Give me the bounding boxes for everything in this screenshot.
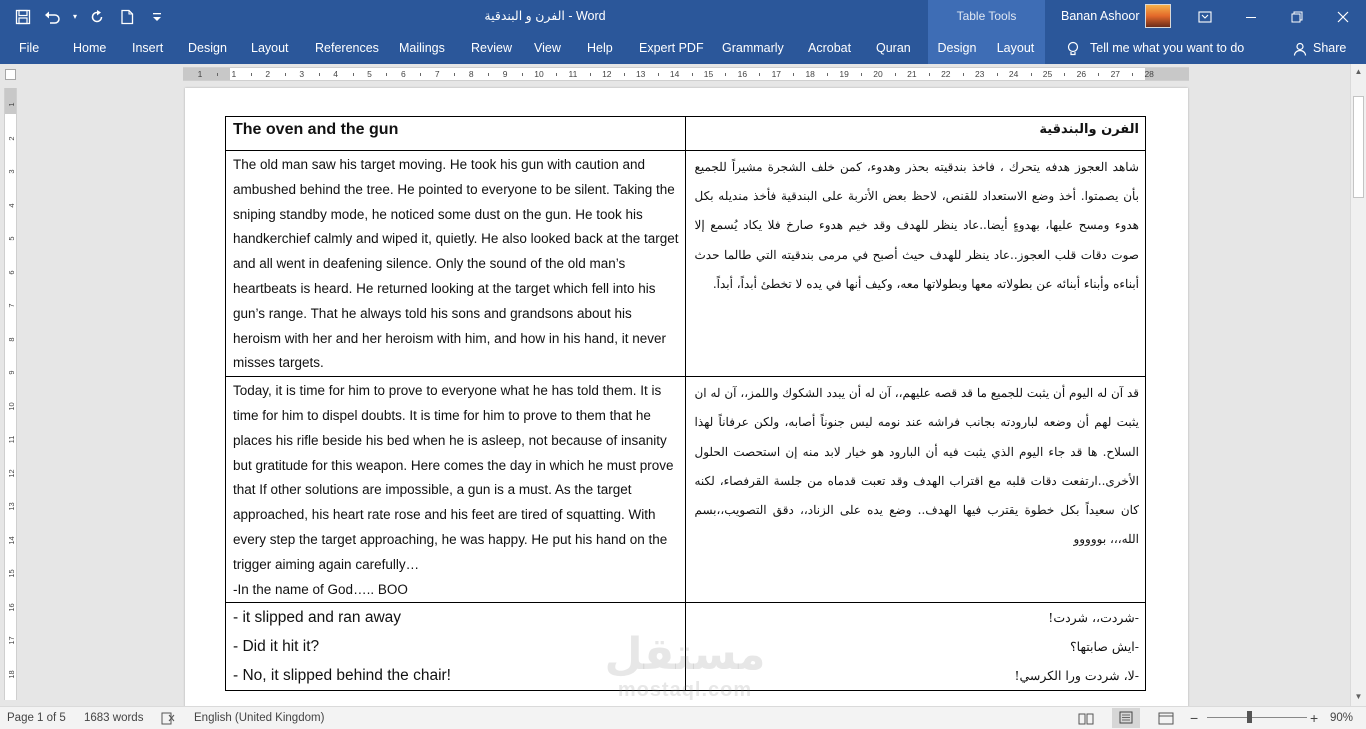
tab-references[interactable]: References <box>315 41 379 55</box>
dialog-en-line: - Did it hit it? <box>233 638 320 656</box>
status-bar <box>0 706 1366 729</box>
tab-grammarly[interactable]: Grammarly <box>722 41 784 55</box>
ruler-mark: 12 <box>602 69 612 79</box>
vruler-mark: 10 <box>7 401 16 411</box>
ruler-mark: 16 <box>737 69 748 79</box>
ruler-dot <box>793 73 794 76</box>
tab-view[interactable]: View <box>534 41 561 55</box>
tab-help[interactable]: Help <box>587 41 613 55</box>
ruler-dot <box>556 73 557 76</box>
title-en-cell[interactable]: The oven and the gun <box>226 117 686 151</box>
ruler-dot <box>725 73 726 76</box>
ruler-dot <box>590 73 591 76</box>
ruler-mark: 11 <box>568 69 578 79</box>
tab-table-design[interactable]: Design <box>928 33 986 64</box>
tab-layout[interactable]: Layout <box>251 41 289 55</box>
close-button[interactable] <box>1320 0 1366 33</box>
row2-ar-cell[interactable]: قد آن له اليوم أن يثبت للجميع ما قد قصه عليهم،، آن له أن يبدد الشكوك واللمز،، آن له ان يثبت لهم أن وضعه لبارودته بجانب فراشه عند نومه ليس جنوناً أصابه، ولكن عرفاناً لهذا السلاح. ها قد جاء اليوم الذي يثبت فيه أن البارود هو خيار لابد منه إن استحصت الحلول الأخرى..ارتفعت دقات قلبه مع اقتراب الهدف وقد تعبت قدماه من جلسة القرفصاء، لكنه كان سعيداً بكل خطوة يقترب فيها الهدف.. وضع يده على الزناد،، دقق التصويب،،بسم الله،،، بووووو <box>686 377 1146 603</box>
ribbon-display-icon <box>1198 11 1212 23</box>
dialog-en-cell[interactable] <box>226 603 686 691</box>
zoom-out-icon[interactable]: − <box>1190 710 1199 726</box>
scroll-down-arrow-icon[interactable]: ▼ <box>1354 692 1363 701</box>
ruler-mark: 18 <box>805 69 815 79</box>
share-label: Share <box>1313 41 1347 55</box>
ruler-mark: 9 <box>502 69 508 79</box>
zoom-slider-knob[interactable] <box>1247 711 1252 723</box>
table-row <box>226 117 1146 151</box>
ruler-dot <box>692 73 693 76</box>
title-ar-cell[interactable]: الفرن والبندقية <box>686 117 1146 151</box>
vruler-mark: 15 <box>7 569 16 578</box>
minimize-button[interactable] <box>1228 0 1274 33</box>
scroll-thumb[interactable] <box>1353 96 1364 198</box>
row1-en-cell[interactable]: The old man saw his target moving. He took his gun with caution and ambushed behind the tree. He pointed to everyone to be silent. Taking the sniping standby mode, he noticed some dust on the gun. He took his handkerchief calmly and wiped it, quietly. He also looked back at the target and all went in deafening silence. Only the sound of the old man’s heartbeats is heard. He returned looking at the target which fell into his gun’s range. That he always told his sons and grandsons about his heroism with her and her heroism with him, and how in his hand, it never misses targets. <box>226 151 686 377</box>
tab-design[interactable]: Design <box>188 41 227 55</box>
vruler-mark: 8 <box>7 336 16 342</box>
ruler-dot <box>827 73 828 76</box>
table-row <box>226 603 1146 691</box>
dialog-en-line: - it slipped and ran away <box>233 609 402 627</box>
row2-en-text: Today, it is time for him to prove to everyone what he has told them. It is time for him to dispel doubts. It is time for him to prove to them that he places his rifle beside his bed when he is asleep, not because of insanity but gratitude for this weapon. Here comes the day in which he must prove that If other solutions are impossible, a gun is a must. As the target approached, his heart rate rose and his feet are tired of squatting. With every step the target approaching, he was happy. He put his hand on the trigger aiming again carefully… <box>233 383 674 572</box>
ruler-dot <box>420 73 421 76</box>
language-indicator[interactable]: English (United Kingdom) <box>194 712 325 724</box>
vruler-mark: 2 <box>7 135 16 141</box>
tab-expert-pdf[interactable]: Expert PDF <box>639 41 704 55</box>
dialog-en-line: - No, it slipped behind the chair! <box>233 667 451 685</box>
ruler-mark: 19 <box>839 69 849 79</box>
ruler-mark: 25 <box>1042 69 1053 79</box>
page-count[interactable]: Page 1 of 5 <box>7 712 66 724</box>
tab-file[interactable]: File <box>19 41 40 55</box>
dialog-ar-line: -لا، شردت ورا الكرسي! <box>1014 668 1139 684</box>
row2-en-cell[interactable] <box>226 377 686 603</box>
ruler-mark: 10 <box>534 69 544 79</box>
dialog-ar-line: -شردت،، شردت! <box>1048 610 1139 626</box>
ruler-dot <box>658 73 659 76</box>
zoom-level[interactable]: 90% <box>1330 712 1354 724</box>
ruler-dot <box>319 73 320 76</box>
ruler-area <box>0 64 1350 84</box>
tell-me-box[interactable] <box>1066 33 1244 64</box>
close-icon <box>1337 11 1349 23</box>
print-layout-icon[interactable] <box>1112 708 1140 728</box>
ruler-dot <box>1132 73 1133 76</box>
ruler-mark: 8 <box>468 69 474 79</box>
tab-mailings[interactable]: Mailings <box>399 41 445 55</box>
ribbon-display-options-button[interactable] <box>1182 0 1228 33</box>
row2-en-last-line: -In the name of God….. BOO <box>233 581 408 597</box>
story-table[interactable] <box>225 116 1146 691</box>
ruler-dot <box>895 73 896 76</box>
ruler-dot <box>217 73 218 76</box>
ruler-dot <box>1064 73 1065 76</box>
tab-quran[interactable]: Quran <box>876 41 911 55</box>
ruler-dot <box>454 73 455 76</box>
ruler-mark: 26 <box>1076 69 1087 79</box>
ruler-mark: 15 <box>703 69 714 79</box>
vruler-mark: 3 <box>7 169 16 174</box>
vruler-mark: 9 <box>7 370 16 375</box>
ruler-dot <box>251 73 252 76</box>
ruler-mark: 1 <box>197 69 203 79</box>
vruler-mark: 14 <box>7 535 16 545</box>
restore-icon <box>1291 11 1303 23</box>
person-icon <box>1293 42 1307 56</box>
tab-insert[interactable]: Insert <box>132 41 164 55</box>
dialog-ar-line: -ايش صابتها؟ <box>1070 639 1139 655</box>
minimize-icon <box>1245 11 1257 23</box>
dialog-ar-cell[interactable] <box>686 603 1146 691</box>
vruler-mark: 13 <box>7 502 16 511</box>
table-row <box>226 377 1146 603</box>
table-tools-label: Table Tools <box>928 0 1045 33</box>
vruler-mark: 16 <box>7 602 16 612</box>
ruler-dot <box>386 73 387 76</box>
ruler-mark: 1 <box>231 69 237 79</box>
tab-selector[interactable] <box>5 69 16 80</box>
ruler-mark: 6 <box>401 69 406 79</box>
ruler-dot <box>1098 73 1099 76</box>
word-count[interactable]: 1683 words <box>84 712 144 724</box>
vruler-mark: 1 <box>7 102 16 107</box>
ruler-dot <box>285 73 286 76</box>
ruler-mark: 13 <box>635 69 646 79</box>
share-button[interactable] <box>1293 33 1346 64</box>
avatar[interactable] <box>1145 4 1171 28</box>
vertical-scrollbar[interactable] <box>1350 64 1366 706</box>
ruler-dot <box>861 73 862 76</box>
vruler-mark: 11 <box>7 435 16 444</box>
zoom-in-icon[interactable]: + <box>1310 710 1319 726</box>
user-name[interactable]: Banan Ashoor <box>1061 9 1140 23</box>
read-mode-icon[interactable] <box>1078 711 1094 729</box>
ruler-mark: 24 <box>1008 69 1019 79</box>
tab-home[interactable]: Home <box>73 41 107 55</box>
vruler-mark: 6 <box>7 269 16 275</box>
lightbulb-icon <box>1066 41 1080 57</box>
proofing-icon[interactable] <box>161 711 175 729</box>
tab-acrobat[interactable]: Acrobat <box>808 41 852 55</box>
ruler-mark: 7 <box>434 69 440 79</box>
ruler-dot <box>759 73 760 76</box>
vertical-ruler[interactable] <box>4 88 17 700</box>
vruler-mark: 18 <box>7 669 16 679</box>
ruler-mark: 5 <box>367 69 372 79</box>
row1-ar-cell[interactable]: شاهد العجوز هدفه يتحرك ، فاخذ بندقيته بحذر وهدوء، كمن خلف الشجرة مشيراً للجميع بأن يصمتوا. أخذ وضع الاستعداد للقنص، لاحظ بعض الأتربة على البندقية فأخذ منديله بكل هدوء ومسح عليها، بهدوءٍ أيضا..عاد ينظر للهدف وقد خيم هدوء صارخ فلا يكاد يُسمع إلا صوت دقات قلب العجوز..عاد ينظر للهدف حيث أصبح في مرمى بندقيته التي طالما حدث أبناءه وأبناء أبنائه عن بطولاته معها وبطولاتها معه، وكيف أنها في يده لا تخطئ أبداً، أبداً. <box>686 151 1146 377</box>
vruler-mark: 5 <box>7 236 16 241</box>
ruler-mark: 28 <box>1144 69 1154 79</box>
tab-table-layout[interactable]: Layout <box>986 33 1045 64</box>
ruler-dot <box>997 73 998 76</box>
web-layout-icon[interactable] <box>1158 711 1174 729</box>
ruler-left-margin <box>183 68 230 80</box>
ruler-dot <box>353 73 354 76</box>
ruler-dot <box>963 73 964 76</box>
vruler-mark: 4 <box>7 202 16 208</box>
title-bar <box>0 0 1366 33</box>
vruler-mark: 12 <box>7 468 16 478</box>
table-row <box>226 151 1146 377</box>
horizontal-ruler[interactable] <box>183 67 1189 81</box>
ruler-mark: 14 <box>669 69 680 79</box>
vruler-mark: 17 <box>7 636 16 645</box>
ruler-dot <box>488 73 489 76</box>
tab-review[interactable]: Review <box>471 41 512 55</box>
window-title: الفرن و البندقية - Word <box>484 9 606 23</box>
ruler-mark: 4 <box>333 69 338 79</box>
vruler-mark: 7 <box>7 303 16 308</box>
ruler-dot <box>624 73 625 76</box>
ruler-mark: 21 <box>907 69 917 79</box>
ruler-dot <box>1031 73 1032 76</box>
ruler-mark: 23 <box>974 69 985 79</box>
scroll-up-arrow-icon[interactable]: ▲ <box>1354 67 1363 76</box>
zoom-slider[interactable] <box>1207 717 1307 718</box>
tell-me-text: Tell me what you want to do <box>1090 41 1245 55</box>
ruler-mark: 27 <box>1110 69 1121 79</box>
undo-dropdown-icon[interactable]: ▾ <box>72 12 77 21</box>
ruler-dot <box>929 73 930 76</box>
ribbon-tab-bar <box>0 33 1366 64</box>
ruler-mark: 3 <box>299 69 305 79</box>
ruler-dot <box>522 73 523 76</box>
ruler-mark: 17 <box>771 69 782 79</box>
ruler-mark: 2 <box>265 69 271 79</box>
ruler-mark: 20 <box>873 69 883 79</box>
document-page[interactable] <box>185 88 1188 728</box>
restore-button[interactable] <box>1274 0 1320 33</box>
ruler-mark: 22 <box>941 69 951 79</box>
